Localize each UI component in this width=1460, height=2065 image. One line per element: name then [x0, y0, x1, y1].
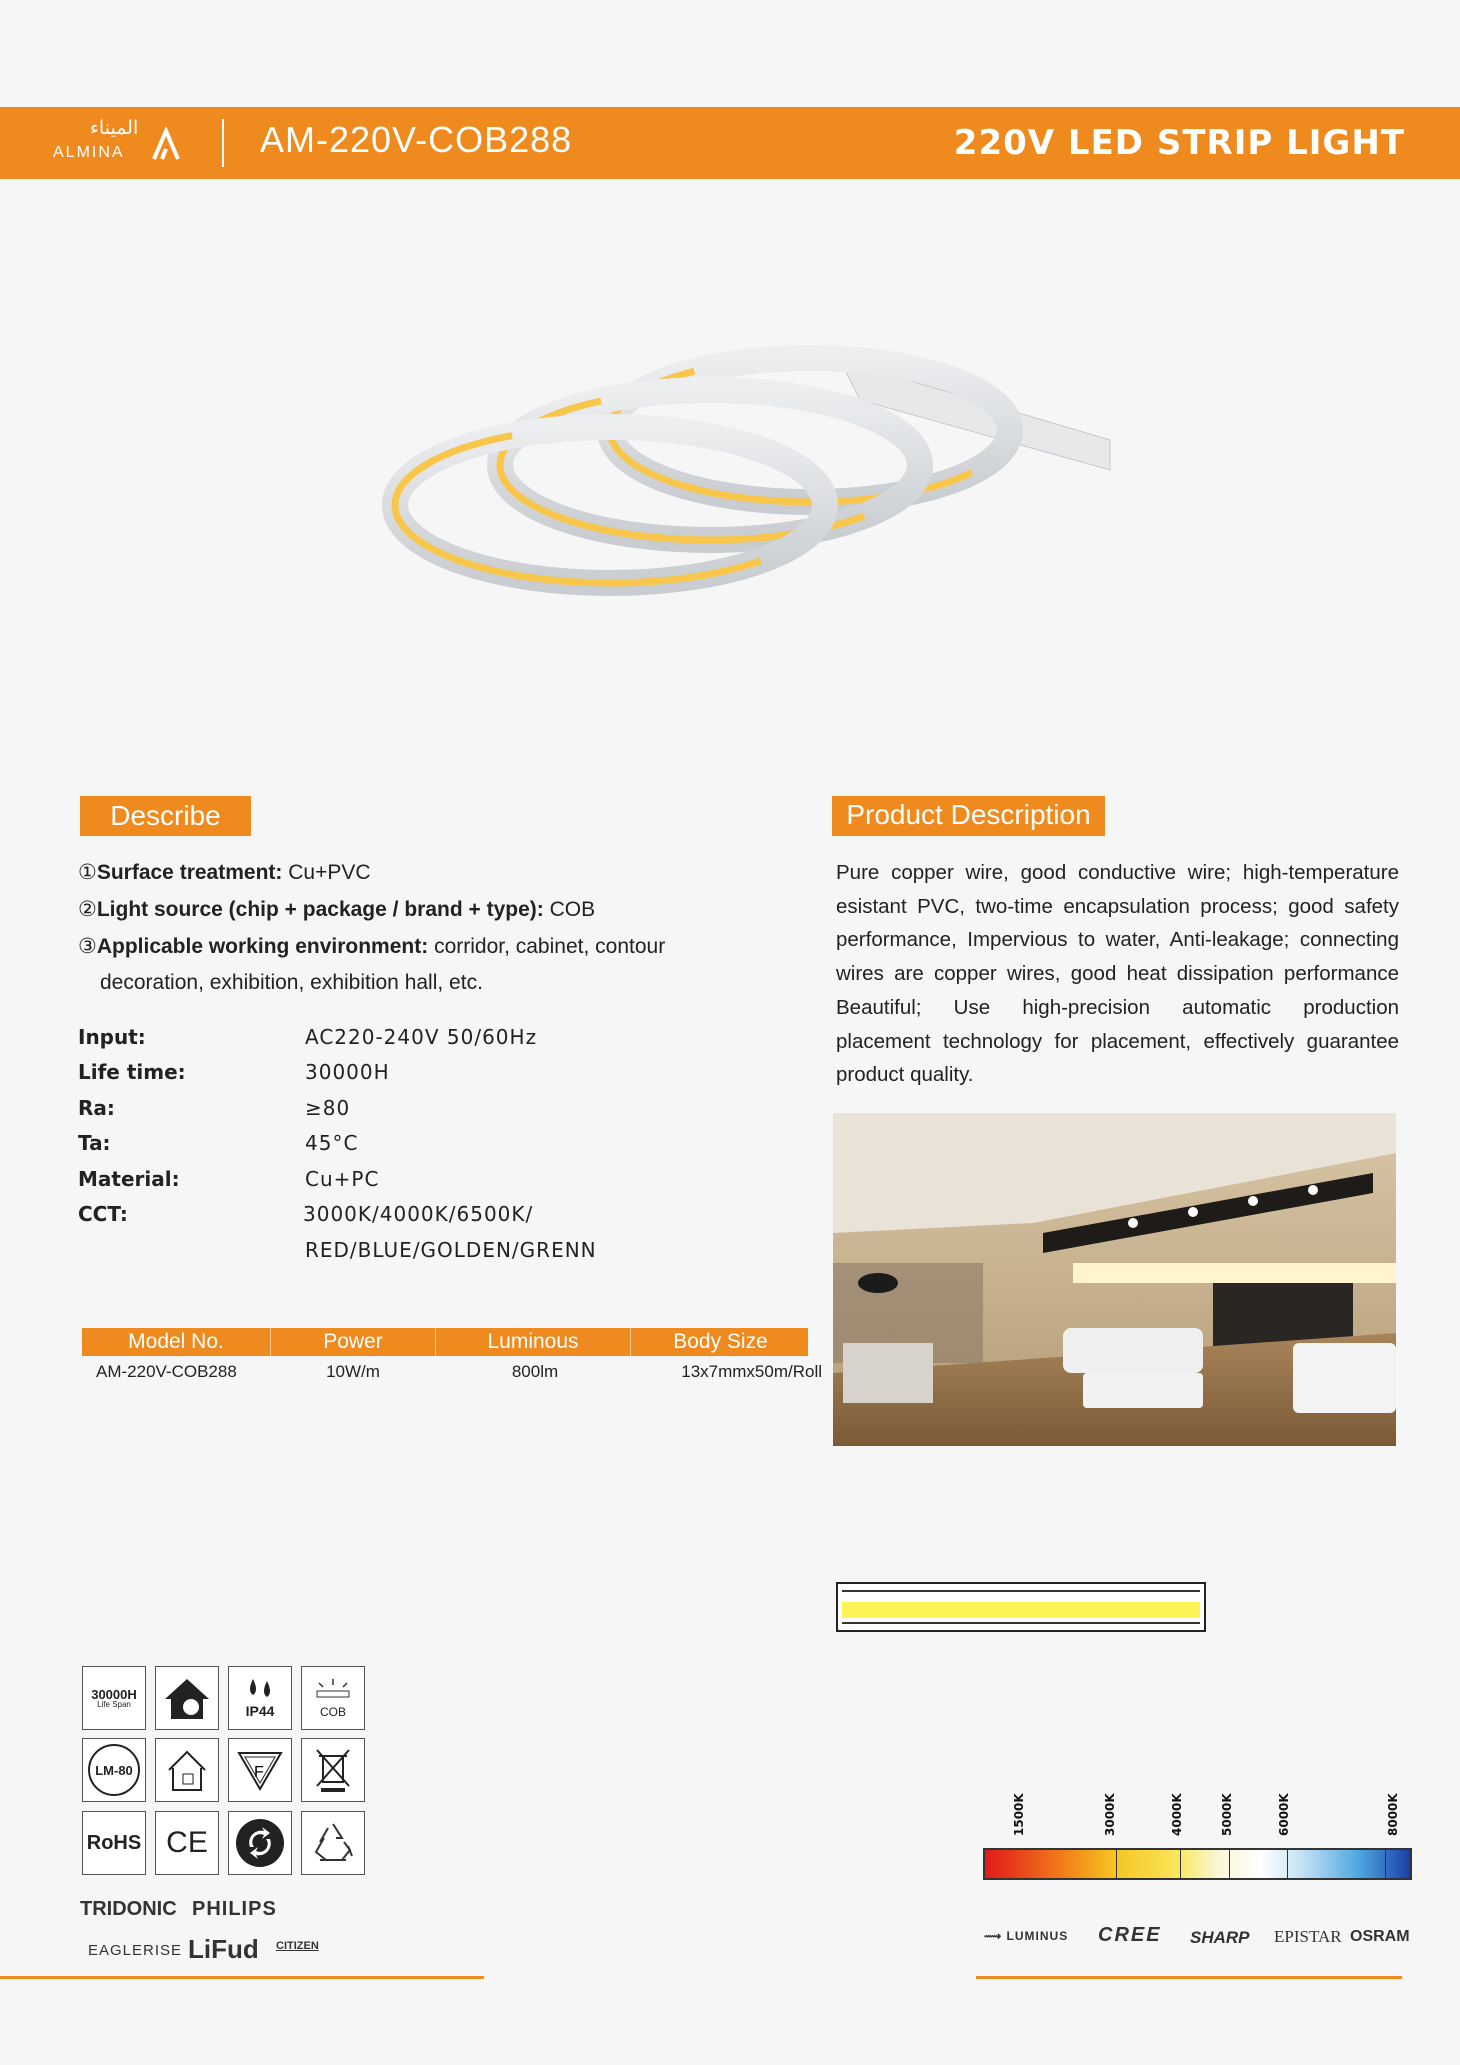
table-cell: 13x7mmx50m/Roll: [681, 1362, 822, 1381]
describe-item-2: ②Light source (chip + package / brand + type): COB: [78, 898, 596, 921]
spec-value-cct: 3000K/4000K/6500K/: [303, 1202, 534, 1226]
table-cell: 10W/m: [326, 1362, 380, 1381]
brand-tridonic: TRIDONIC: [80, 1898, 177, 1920]
spec-label-material: Material:: [78, 1167, 180, 1191]
cct-tick-5000: 5000K: [1220, 1793, 1234, 1836]
cct-tick-8000: 8000K: [1386, 1793, 1400, 1836]
cct-gradient-bar: [983, 1848, 1412, 1880]
table-header-cell: Body Size: [673, 1330, 768, 1353]
desc-line: esistant PVC, two-time encapsulation process; good safety: [836, 894, 1399, 918]
brand-eaglerise: EAGLERISE: [88, 1942, 183, 1959]
model-number: AM-220V-COB288: [260, 119, 573, 160]
desc-line: wires are copper wires, good heat dissipation performance: [836, 962, 1399, 986]
led-strip-product-image: [340, 330, 1120, 640]
spec-value-input: AC220-240V 50/60Hz: [305, 1025, 538, 1049]
life-span-icon: 30000H Life Span: [82, 1666, 146, 1730]
cct-tick-3000: 3000K: [1103, 1793, 1117, 1836]
product-description-text: [836, 856, 1399, 1092]
spec-value-lifetime: 30000H: [305, 1060, 390, 1084]
brand-arabic: الميناء: [90, 117, 139, 139]
spec-label-lifetime: Life time:: [78, 1060, 186, 1084]
ip44-icon: IP44: [228, 1666, 292, 1730]
green-dot-icon: [228, 1811, 292, 1875]
brand-cree: CREE: [1098, 1924, 1162, 1946]
spec-label-input: Input:: [78, 1025, 146, 1049]
desc-line: performance, Impervious to water, Anti-leakage; connecting: [836, 928, 1399, 952]
brand-epistar: EPISTAR: [1274, 1927, 1342, 1946]
indoor-use-icon: [155, 1666, 219, 1730]
table-header-cell: Power: [271, 1328, 436, 1356]
svg-text:F: F: [254, 1764, 264, 1781]
product-description-title: Product Description: [832, 796, 1105, 836]
cob-icon: COB: [301, 1666, 365, 1730]
weee-bin-icon: [301, 1738, 365, 1802]
cct-tick-1500: 1500K: [1012, 1793, 1026, 1836]
table-header-cell: Luminous: [436, 1328, 631, 1356]
table-cell: 800lm: [511, 1362, 559, 1381]
brand-lifud: LiFud: [188, 1934, 259, 1964]
luminus-swoosh-icon: ⟿: [984, 1929, 1003, 1943]
spec-label-ra: Ra:: [78, 1096, 115, 1120]
footer-line-right: [976, 1976, 1402, 1979]
recycle-icon: [301, 1811, 365, 1875]
footer-line-left: [0, 1976, 484, 1979]
spec-value-ta: 45°C: [305, 1131, 359, 1155]
describe-item-1: ①Surface treatment: Cu+PVC: [78, 861, 371, 884]
brand-sharp: SHARP: [1190, 1928, 1250, 1947]
desc-line: product quality.: [836, 1063, 974, 1087]
describe-title: Describe: [80, 796, 251, 836]
spec-label-ta: Ta:: [78, 1131, 111, 1155]
cct-tick-6000: 6000K: [1277, 1793, 1291, 1836]
table-row: [82, 1362, 822, 1382]
almina-logo-icon: [150, 127, 182, 161]
spec-label-cct: CCT:: [78, 1202, 128, 1226]
product-category: 220V LED STRIP LIGHT: [953, 123, 1405, 163]
header-divider: [222, 119, 224, 167]
lm80-icon: LM-80: [82, 1738, 146, 1802]
desc-line: Pure copper wire, good conductive wire; high-temperature: [836, 861, 1399, 884]
desc-line: Beautiful; Use high-precision automatic production: [836, 995, 1399, 1019]
table-cell: AM-220V-COB288: [96, 1362, 237, 1381]
ce-icon: CE: [155, 1811, 219, 1875]
spec-value-cct-cont: RED/BLUE/GOLDEN/GRENN: [305, 1238, 597, 1262]
spec-value-ra: ≥80: [305, 1096, 351, 1120]
strip-profile-diagram: [836, 1582, 1206, 1632]
rohs-icon: RoHS: [82, 1811, 146, 1875]
brand-osram: OSRAM: [1350, 1928, 1410, 1945]
brand-philips: PHILIPS: [192, 1898, 277, 1920]
cct-tick-4000: 4000K: [1170, 1793, 1184, 1836]
table-header-cell: Model No.: [82, 1328, 271, 1356]
application-room-photo: [833, 1113, 1396, 1446]
describe-item-3: ③Applicable working environment: corridor, cabinet, contour: [78, 935, 666, 958]
header-bar: [0, 107, 1460, 179]
describe-item-3-cont: decoration, exhibition, exhibition hall, etc.: [100, 971, 483, 994]
desc-line: placement technology for placement, effectively guarantee: [836, 1029, 1399, 1053]
brand-luminus: ⟿ LUMINUS: [984, 1929, 1069, 1943]
class-ii-house-icon: [155, 1738, 219, 1802]
product-table: [82, 1328, 822, 1382]
table-header: [82, 1328, 808, 1356]
brand-citizen: CITIZEN: [276, 1940, 319, 1952]
spec-value-material: Cu+PC: [305, 1167, 380, 1191]
brand-latin: ALMINA: [53, 144, 125, 161]
f-mark-icon: [228, 1738, 292, 1802]
